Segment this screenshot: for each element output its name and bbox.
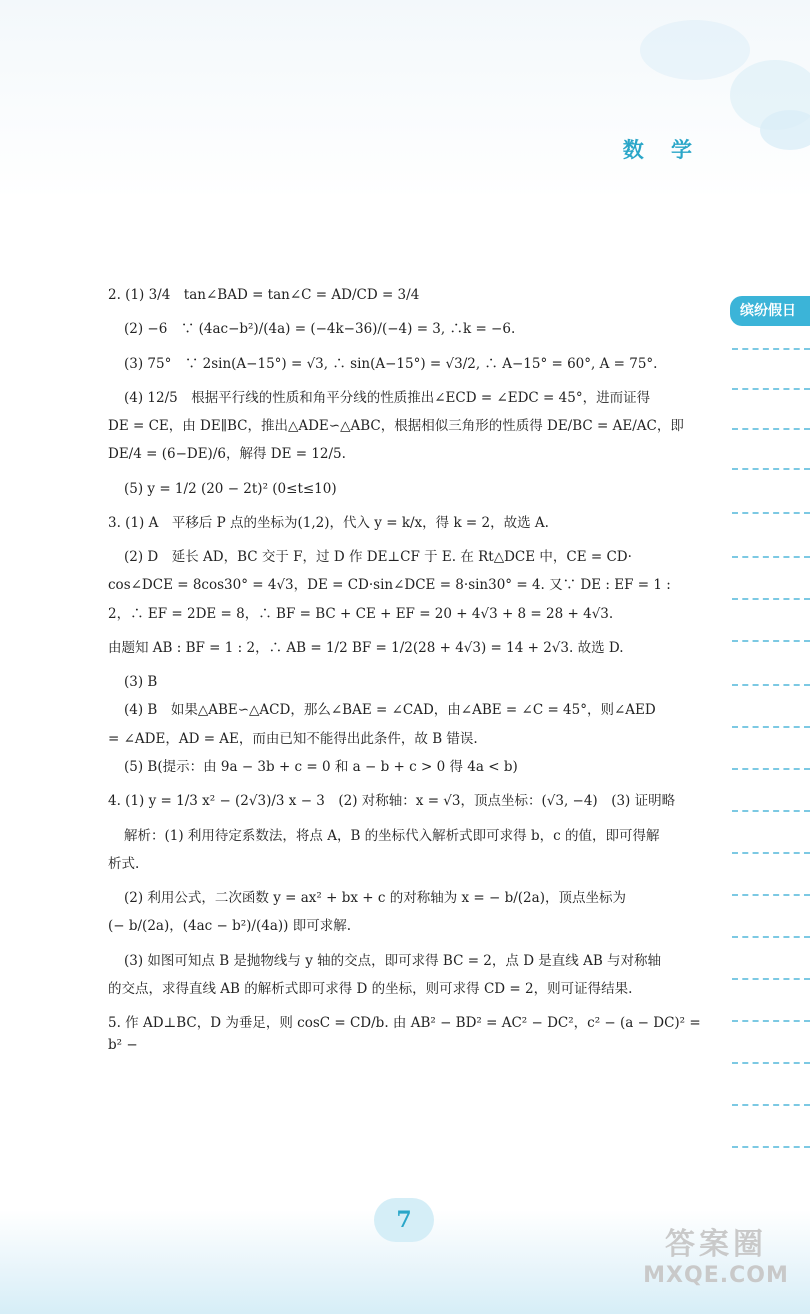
answer-line: 解析：(1) 利用待定系数法，将点 A，B 的坐标代入解析式即可求得 b，c 的值，即可得解 [124,827,660,844]
dash-line [732,468,810,470]
dash-line [732,894,810,896]
dash-line [732,1062,810,1064]
answer-line: = ∠ADE，AD = AE，而由已知不能得出此条件，故 B 错误. [108,730,478,747]
dash-line [732,512,810,514]
dash-line [732,556,810,558]
answer-line: (2) D 延长 AD，BC 交于 F，过 D 作 DE⊥CF 于 E. 在 Rt△DCE 中，CE = CD· [124,549,632,566]
dash-line [732,598,810,600]
answer-line: 2. (1) 3/4 tan∠BAD = tan∠C = AD/CD = 3/4 [108,287,420,303]
watermark-line-1: 答案圈 [665,1227,767,1262]
answer-line: DE/4 = (6−DE)/6，解得 DE = 12/5. [108,446,346,463]
dash-line [732,726,810,728]
answer-line: (3) 75° ∵ 2sin(A−15°) = √3, ∴ sin(A−15°) = √3/2, ∴ A−15° = 60°, A = 75°. [124,355,658,372]
dash-line [732,810,810,812]
answer-line: 3. (1) A 平移后 P 点的坐标为(1,2)，代入 y = k/x，得 k = 2，故选 A. [108,514,549,531]
answer-line: (5) y = 1/2 (20 − 2t)² (0≤t≤10) [124,480,337,497]
dash-line [732,684,810,686]
side-tab: 缤纷假日 [730,296,810,326]
answer-line: 5. 作 AD⊥BC，D 为垂足，则 cosC = CD/b. 由 AB² − BD² = AC² − DC²，c² − (a − DC)² = b² − [108,1015,701,1054]
cloud-decoration [760,110,810,150]
answer-line: (4) B 如果△ABE∽△ACD，那么∠BAE = ∠CAD，由∠ABE = ∠C = 45°，则∠AED [124,702,656,719]
answer-line: (3) 如图可知点 B 是抛物线与 y 轴的交点，即可求得 BC = 2，点 D 是直线 AB 与对称轴 [124,952,662,969]
answer-line: 2，∴ EF = 2DE = 8，∴ BF = BC + CE + EF = 20 + 4√3 + 8 = 28 + 4√3. [108,605,614,622]
dash-line [732,388,810,390]
dash-line [732,1146,810,1148]
dash-line [732,640,810,642]
answer-line: (4) 12/5 根据平行线的性质和角平分线的性质推出∠ECD = ∠EDC = 45°，进而证得 [124,389,651,406]
answer-line: DE = CE，由 DE∥BC，推出△ADE∽△ABC，根据相似三角形的性质得 DE/BC = AE/AC，即 [108,418,684,435]
answer-line: (− b/(2a)，(4ac − b²)/(4a)) 即可求解. [108,918,351,935]
answer-line: 的交点，求得直线 AB 的解析式即可求得 D 的坐标，则可求得 CD = 2，则可证得结果. [108,980,633,997]
answer-line: (5) B(提示：由 9a − 3b + c = 0 和 a − b + c > 0 得 4a < b) [124,758,518,775]
answer-line: (2) −6 ∵ (4ac−b²)/(4a) = (−4k−36)/(−4) = 3, ∴k = −6. [124,321,516,338]
dash-line [732,768,810,770]
answer-content [108,284,704,1069]
dash-line [732,348,810,350]
watermark [636,1228,796,1298]
answer-line: 由题知 AB : BF = 1 : 2，∴ AB = 1/2 BF = 1/2(28 + 4√3) = 14 + 2√3. 故选 D. [108,639,624,656]
dash-line [732,936,810,938]
page-number: 7 [374,1198,434,1242]
answer-line: 析式. [108,855,140,872]
dash-line [732,852,810,854]
dash-line [732,1104,810,1106]
dash-line [732,1020,810,1022]
dash-line [732,428,810,430]
answer-line: cos∠DCE = 8cos30° = 4√3，DE = CD·sin∠DCE = 8·sin30° = 4. 又∵ DE : EF = 1 : [108,577,671,594]
dash-line [732,978,810,980]
cloud-decoration [640,20,750,80]
answer-line: (2) 利用公式，二次函数 y = ax² + bx + c 的对称轴为 x = − b/(2a)，顶点坐标为 [124,890,626,907]
answer-line: 4. (1) y = 1/3 x² − (2√3)/3 x − 3 (2) 对称轴：x = √3，顶点坐标：(√3, −4) (3) 证明略 [108,793,676,810]
subject-title: 数 学 [622,138,702,162]
header-decoration [0,0,810,200]
answer-line: (3) B [124,674,158,691]
watermark-line-2: MXQE.COM [643,1263,789,1288]
